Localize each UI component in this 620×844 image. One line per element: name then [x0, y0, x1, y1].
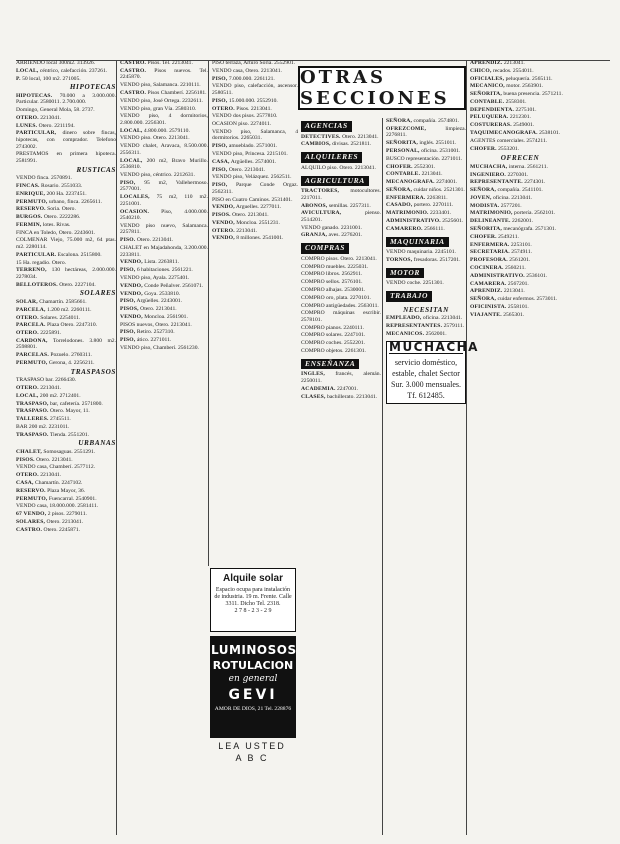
classified-entry: COMPRO antigüedades. 2563011. [301, 302, 379, 309]
classified-entry: CHALET, Somosaguas. 2551291. [16, 448, 96, 455]
classified-entry: VENDO piso. Otero. 2213041. [120, 135, 190, 142]
classified-entry: OFICINISTA. 2558101. [470, 303, 529, 310]
tag-agencias: AGENCIAS [301, 121, 352, 132]
classified-entry: PROFESORA. 2561201. [470, 257, 531, 264]
classified-entry: COMPRO alhajas. 2530001. [301, 286, 366, 293]
classified-entry: OTERO. Pisos. 2213041. [212, 105, 272, 112]
classified-entry: OTERO. 2213041. [212, 227, 258, 234]
trabajo-subheading: NECESITAN [403, 305, 449, 314]
classified-entry: OFREZCOME, limpieza. 2276811. [386, 125, 466, 139]
classified-entry: CONTABLE. 2213041. [386, 171, 443, 178]
classified-entry: PERSONAL, oficina. 2531001. [386, 147, 461, 154]
classified-entry: OTERO. 2225891. [16, 330, 62, 337]
urbanas-list [16, 449, 116, 533]
classified-entry: 15 Ha. regadio. Otero. [16, 259, 67, 266]
classified-entry: SECRETARIA. 2574911. [470, 249, 533, 256]
classified-entry: OTERO. 2213041. [16, 114, 62, 121]
classified-entry: COSTURERAS. 2549001. [470, 122, 535, 129]
classified-entry: PISO, Argüelles. 2243001. [120, 298, 182, 305]
classified-entry: ARRIENDO local 300m2. 313926. [16, 60, 96, 66]
section-rusticas: RUSTICAS [76, 165, 116, 174]
classified-entry: PARTICULAR. Escalona. 2515800. [16, 251, 102, 258]
classified-entry: VENDO piso nuevo, Salamanca. 2257811. [120, 222, 208, 236]
rusticas-list [16, 175, 116, 288]
column-4 [298, 118, 381, 835]
alquile-heading: Alquile solar [222, 573, 283, 584]
classified-entry: VENDO, Moncloa. 2561901. [120, 313, 188, 320]
classified-entry: LOCAL, 200 m2. 2712401. [16, 392, 81, 399]
otras-secciones-banner: OTRAS SECCIONES [298, 66, 466, 110]
classified-entry: APRENDIZ. 2213041. [470, 288, 525, 295]
classified-entry: PISO, Otero. 2213041. [212, 166, 266, 173]
classified-entry: OTERO. 2213041. [16, 472, 62, 479]
classified-entry: ACADEMIA. 2247001. [301, 385, 358, 392]
classified-entry: VENDO casa, Chamberí. 2577112. [16, 464, 96, 471]
classified-entry: FINCA en Toledo, Otero. 2243601. [16, 229, 96, 236]
classified-entry: VENDO piso, 4 dormitorios, 2.800.000. 2256301. [120, 113, 208, 126]
classified-entry: OTERO. 2213041. [16, 385, 62, 391]
classified-entry: PISOS, Otero. 2213041. [120, 306, 177, 313]
classified-entry: PISO, Parque Conde Orgaz. 2562311. [212, 182, 298, 195]
alquileres-list [301, 165, 381, 172]
classified-entry: ALQUILO piso. Otero. 2213041. [301, 164, 376, 171]
classified-entry: TRASPASO bar. 2266430. [16, 377, 77, 384]
classified-entry: VENDO piso, Princesa. 2215101. [212, 151, 288, 157]
classified-entry: P. 50 local, 100 m2. 271005. [16, 75, 81, 82]
classified-entry: VENDO, Goya. 2533810. [120, 290, 181, 297]
classified-entry: CHOFER. 2553201. [470, 145, 520, 152]
classified-entry: PISO, 7.000.000. 2261121. [212, 75, 275, 82]
agencias-list [301, 134, 381, 148]
classified-entry: 67 VENDO, 2 pisos. 2279011. [16, 511, 87, 518]
col5-list [386, 118, 466, 232]
classified-entry: SEÑORA, compañía. 2541101. [470, 187, 543, 194]
tag-alquileres: ALQUILERES [301, 152, 362, 163]
classified-entry: BURGOS. Otero. 2222286. [16, 214, 81, 221]
classified-entry: PELUQUERA. 2212301. [470, 114, 531, 121]
classified-entry: PERMUTO, urbano, finca. 2265611. [16, 198, 102, 205]
classified-entry: VENDO piso, Salamanca, 4 dormitorios. 2265031. [212, 128, 298, 142]
luminosos-line2: ROTULACION [212, 659, 294, 672]
classified-entry: VENDO piso, Salamanca. 2210111. [120, 82, 201, 89]
luminosos-line5: AMOR DE DIOS, 21 Tel. 228876 [214, 706, 292, 712]
classified-entry: COCINERA. 2560211. [470, 264, 526, 271]
tag-trabajo: TRABAJO [386, 291, 432, 302]
classified-entry: COMPRO coches. 2552201. [301, 340, 366, 347]
alquile-phone: 2 7 8 - 2 3 - 2 9 [234, 608, 272, 614]
classified-entry: COMPRO solares. 2247101. [301, 332, 366, 339]
classified-entry: CASADO, portero. 2270111. [386, 202, 454, 209]
classified-entry: REPRESENTANTES. 2579111. [386, 323, 465, 330]
tag-ensenanza: ENSEÑANZA [301, 359, 359, 370]
compras-list [301, 256, 381, 355]
classified-entry: FERMIN, lotes. Rivas. [16, 221, 71, 228]
classified-entry: PISOS nuevos, Otero. 2213041. [120, 321, 192, 328]
alquile-solar-ad [210, 568, 296, 632]
classified-entry: SEÑORITA, inglés. 2551011. [386, 140, 457, 147]
maquinaria-list [386, 249, 466, 263]
classified-entry: TORNOS, fresadoras. 2517201. [386, 256, 461, 263]
classified-entry: COMPRO objetos. 2261301. [301, 348, 366, 354]
tag-compras: COMPRAS [301, 243, 349, 254]
classified-entry: CASTRO. Pisos Chamberí. 2256181. [120, 89, 207, 96]
tag-maquinaria: MAQUINARIA [386, 237, 449, 248]
classified-entry: ADMINISTRATIVO. 2536101. [470, 272, 548, 279]
classified-entry: COMPRO oro, plata. 2270101. [301, 294, 371, 301]
classified-entry: VENDO chalet, Aravaca, 8.500.000. 2556311. [120, 143, 208, 156]
tag-motor: MOTOR [386, 268, 424, 279]
classified-entry: MATRIMONIO. 2233401. [386, 210, 452, 217]
classified-entry: VENDO piso, Velázquez. 2562511. [212, 174, 292, 181]
classified-entry: VENDO, Conde Peñalver. 2561071. [120, 282, 204, 289]
intro-list [16, 60, 116, 82]
luminosos-line4: GEVI [228, 687, 278, 703]
classified-entry: LUNES. Otero. 2211194. [16, 122, 75, 129]
section-urbanas: URBANAS [78, 439, 116, 448]
muchacha-ad [386, 340, 479, 404]
classified-entry: CAMARERA. 2567201. [470, 280, 529, 287]
classified-entry: PARCELA. Plaza Otero. 2247310. [16, 322, 98, 329]
lea-usted-abc [210, 740, 294, 764]
classified-entry: ABONOS, semillas. 2257311. [301, 202, 371, 209]
classified-entry: ENRIQUE, 200 Ha. 2237451. [16, 190, 87, 197]
classified-entry: PISO, amueblado. 2571001. [212, 143, 278, 150]
classified-entry: OTERO. Solares. 2254011. [16, 314, 81, 321]
section-ofrecen: OFRECEN [500, 154, 540, 163]
classified-entry: VENDO finca. 2570891. [16, 175, 72, 182]
classified-entry: LOCALES, 75 m2, 110 m2. 2251001. [120, 194, 208, 207]
section-hipotecas: HIPOTECAS [69, 83, 116, 92]
classified-entry: INGENIERO. 2270301. [470, 171, 529, 178]
classified-entry: VENDO maquinaria. 2245101. [386, 249, 456, 256]
traspasos-list [16, 377, 116, 438]
classified-entry: CHOFER. 2549211. [470, 233, 519, 240]
classified-entry: LOCAL, céntrico, calefacción. 237261. [16, 67, 108, 74]
classified-entry: MUCHACHA, interna. 2561211. [470, 163, 548, 170]
classified-entry: MECANICOS. 2562001. [386, 330, 447, 337]
muchacha-heading: MUCHACHA [389, 340, 479, 355]
classified-entry: VENDO, Arguelles. 2277011. [212, 204, 282, 211]
classified-entry: PISO, Retiro. 2527310. [120, 329, 175, 336]
classified-entry: SEÑORITA, mecanógrafa. 2571301. [470, 226, 557, 233]
classified-entry: SOLARES, Otero. 2213041. [16, 518, 84, 525]
classified-entry: CAMBIOS, divisas. 2521811. [301, 141, 372, 148]
classified-entry: CHALET en Majadahonda, 3.200.000. 2233811. [120, 245, 208, 258]
classified-entry: PISOS. Otero. 2213041. [16, 456, 73, 463]
luminosos-line1: LUMINOSOS [211, 643, 297, 657]
classified-entry: ENFERMERA. 2263811. [386, 194, 448, 201]
col2-list [120, 60, 208, 352]
classified-entry: VENDO piso, Chamberí. 2561230. [120, 345, 199, 351]
classified-entry: PISO. Otero. 2213041. [120, 237, 174, 244]
classified-entry: BELLOTEROS. Otero. 2227104. [16, 281, 96, 288]
classified-entry: VENDO casa, Otero. 2213041. [212, 67, 282, 74]
classified-entry: HIPOTECAS. 70.000 a 3.000.000. Particular. 2580011. 2.700.000. [16, 92, 116, 106]
classified-entry: LOCAL, 4.800.000. 2579110. [120, 127, 190, 134]
classified-entry: FINCAS. Rosario. 2551033. [16, 183, 83, 189]
classified-entry: PISO, ático. 2271011. [120, 337, 172, 344]
col3-list [212, 60, 298, 242]
alquile-text: Espacio ocupa para instalación de industria. 19 m. Frente. Calle 3311. Dicho Tel. 2318. [214, 587, 292, 607]
classified-entry: VENDO, Moncloa. 2551231. [212, 219, 280, 226]
classified-entry: TRASPASO. Otero. Mayor, 11. [16, 408, 90, 415]
classified-entry: TERRENO, 130 hectáreas, 2.000.000. 2278034. [16, 267, 116, 280]
classified-entry: CAMARERO. 2566111. [386, 225, 445, 232]
classified-entry: OFICIALES, peluquería. 2565111. [470, 75, 553, 82]
classified-entry: CONTABLE. 2558301. [470, 98, 527, 105]
classified-entry: SOLAR, Chamartín. 2585661. [16, 298, 87, 305]
classified-entry: COMPRO máquinas escribir. 2578101. [301, 310, 381, 323]
classified-entry: MODISTA. 2577201. [470, 202, 522, 209]
column-3 [208, 60, 298, 566]
classified-entry: COMPRO muebles. 2225031. [301, 263, 369, 270]
classified-entry: PARTICULAR, dinero sobre fincas, hipotecas, con comprador. Telefono 2743002. [16, 130, 116, 150]
classified-entry: VENDO, Lista. 2263811. [120, 259, 179, 266]
agricultura-list [301, 188, 381, 239]
motor-list [386, 280, 466, 287]
classified-entry: PISO terraza, Arturo Soria. 2552901. [212, 60, 296, 66]
classified-page [10, 8, 610, 838]
classified-entry: PISO, 95 m2, Vallehermoso. 2577001. [120, 179, 208, 193]
classified-entry: SEÑORA, compañía. 2574801. [386, 118, 460, 124]
classified-entry: TRACTORES, motocultores. 2217011. [301, 188, 381, 201]
classified-entry: SEÑORITA, buena presencia. 2571211. [470, 91, 563, 98]
classified-entry: VENDO coche. 2251301. [386, 280, 444, 287]
classified-entry: BAR 200 m2. 2231011. [16, 423, 70, 430]
classified-entry: DETECTIVES. Otero. 2213041. [301, 133, 379, 140]
classified-entry: MECANOGRAFA. 2274001. [386, 179, 458, 186]
classified-entry: VENDO dos pisos. 2577810. [212, 113, 278, 120]
classified-entry: REPRESENTANTE. 2274301. [470, 179, 546, 186]
classified-entry: CHOFER. 2552301. [386, 163, 436, 170]
solares-list [16, 299, 116, 367]
classified-entry: PISOS. Otero. 2213041. [212, 212, 269, 219]
classified-entry: COLMENAR Viejo, 75.000 m2, 64 ptas. m2. 2280114. [16, 237, 116, 251]
ofrecen-list [470, 164, 570, 318]
classified-entry: COMPRO sellos. 2576101. [301, 279, 363, 286]
classified-entry: ENFERMERA. 2253101. [470, 241, 532, 248]
classified-entry: VENDO piso, José Ortega. 2232611. [120, 97, 203, 104]
section-traspasos: TRASPASOS [70, 367, 116, 376]
classified-entry: RESERVO. Soria. Otero. [16, 206, 76, 213]
classified-entry: VENDO ganado. 2231001. [301, 224, 362, 231]
classified-entry: PISO, 15.000.000. 2552910. [212, 97, 278, 104]
section-solares: SOLARES [79, 289, 116, 298]
classified-entry: COMPRO libros. 2562911. [301, 271, 363, 278]
classified-entry: PISO, 6 habitaciones. 2561221. [120, 267, 193, 274]
hipotecas-list [16, 93, 116, 165]
classified-entry: EMPLEADO, oficina. 2213041. [386, 315, 463, 322]
classified-entry: PARCELA, 1.200 m2. 2260111. [16, 306, 92, 313]
classified-entry: COMPRO pianos. 2240111. [301, 324, 364, 331]
classified-entry: COMPRO pisos. Otero. 2213041. [301, 255, 377, 262]
classified-entry: CASTRO. Otero. 2245871. [16, 526, 81, 533]
classified-entry: JOVEN, oficina. 2213041. [470, 194, 533, 201]
classified-entry: DEPENDIENTA. 2275101. [470, 106, 537, 113]
classified-entry: CARDONA, Torrelodones. 3.800 m2. 2598801. [16, 337, 116, 351]
classified-entry: TAQUIMECANOGRAFA. 2538101. [470, 130, 561, 137]
classified-entry: TALLERES. 2745511. [16, 416, 71, 423]
classified-entry: VENDO piso, calefacción, ascensor. 2580511. [212, 83, 298, 96]
classified-entry: MECANICO, motor. 2563901. [470, 83, 544, 90]
classified-entry: INGLES, francés, alemán. 2250011. [301, 371, 381, 384]
classified-entry: CASTRO. Pisos. Tel. 2213041. [120, 60, 193, 66]
trabajo-list [386, 315, 466, 337]
classified-entry: LOCAL, 200 m2, Bravo Murillo. 2536810. [120, 157, 208, 171]
classified-entry: SEÑORA, cuidar niños. 2521301. [386, 186, 465, 193]
luminosos-ad [210, 636, 296, 738]
column-6 [466, 60, 570, 835]
classified-entry: APRENDIZ. 2213041. [470, 60, 525, 66]
classified-entry: TRASPASO. Tienda. 2551201. [16, 431, 90, 438]
classified-entry: PRESTAMOS en primera hipoteca. 2581991. [16, 151, 116, 165]
classified-entry: TRASPASO, bar, cafetería. 2571800. [16, 400, 103, 407]
classified-entry: CASA, Argüelles. 2574001. [212, 158, 277, 165]
classified-entry: GRANJA, aves. 2276201. [301, 232, 363, 239]
classified-entry: PARCELAS. Pozuelo. 2760311. [16, 352, 92, 359]
classified-entry: VIAJANTE. 2565301. [470, 311, 525, 318]
classified-entry: ADMINISTRATIVO. 2525601. [386, 217, 464, 224]
classified-entry: CASTRO. Pisos nuevos. Tel. 2245870. [120, 67, 208, 81]
classified-entry: AVICULTURA, pienso. 2514201. [301, 210, 381, 223]
classified-entry: PERMUTO, Gerona, 4. 2256211. [16, 360, 95, 367]
column-2 [116, 60, 208, 835]
classified-entry: CHICO, recados. 2554011. [470, 67, 534, 74]
classified-entry: VENDO casa, 18.000.000. 2581411. [16, 503, 99, 510]
classified-entry: BUSCO representación. 2271011. [386, 155, 463, 162]
classified-entry: OCASION. Piso, 4.000.000. 2540210. [120, 208, 208, 222]
abc-name: A B C [235, 753, 269, 763]
luminosos-line3: en general [228, 674, 278, 684]
column-1 [16, 60, 116, 835]
classified-entry: CLASES, bachillerato. 2213041. [301, 393, 378, 400]
classified-entry: Domingo, General Mola, 58. 2737. [16, 107, 95, 114]
classified-entry: VENDO, 8 millones. 2541001. [212, 235, 284, 242]
tag-agricultura: AGRICULTURA [301, 176, 369, 187]
lea-usted: LEA USTED [218, 741, 286, 751]
classified-entry: PERMUTO, Fuencarral. 2540901. [16, 495, 97, 502]
classified-entry: VENDO piso, Ayala. 2275401. [120, 274, 190, 281]
classified-entry: SEÑORA, cuidar enfermos. 2573011. [470, 296, 558, 303]
column-5 [382, 118, 479, 835]
col6-list [470, 60, 570, 152]
classified-entry: DELINEANTE. 2262001. [470, 218, 533, 225]
ensenanza-list [301, 371, 381, 400]
classified-entry: VENDO piso, céntrico. 2212631. [120, 171, 195, 178]
muchacha-text: servicio doméstico, estable, chalet Sector Sur. 3.000 mensuales. Tf. 612485. [391, 358, 461, 400]
classified-entry: RESERVO. Plaza Mayor, 36. [16, 487, 86, 494]
classified-entry: CASA, Chamartín. 2247102. [16, 480, 83, 486]
classified-entry: MATRIMONIO, portería. 2562101. [470, 210, 556, 217]
classified-entry: AGENTES comerciales. 2574211. [470, 137, 548, 144]
classified-entry: PISO en Cuatro Caminos. 2531401. [212, 196, 293, 203]
classified-entry: OCASION piso. 2274011. [212, 121, 272, 128]
classified-entry: VENDO piso, gran Vía. 2580310. [120, 105, 197, 112]
